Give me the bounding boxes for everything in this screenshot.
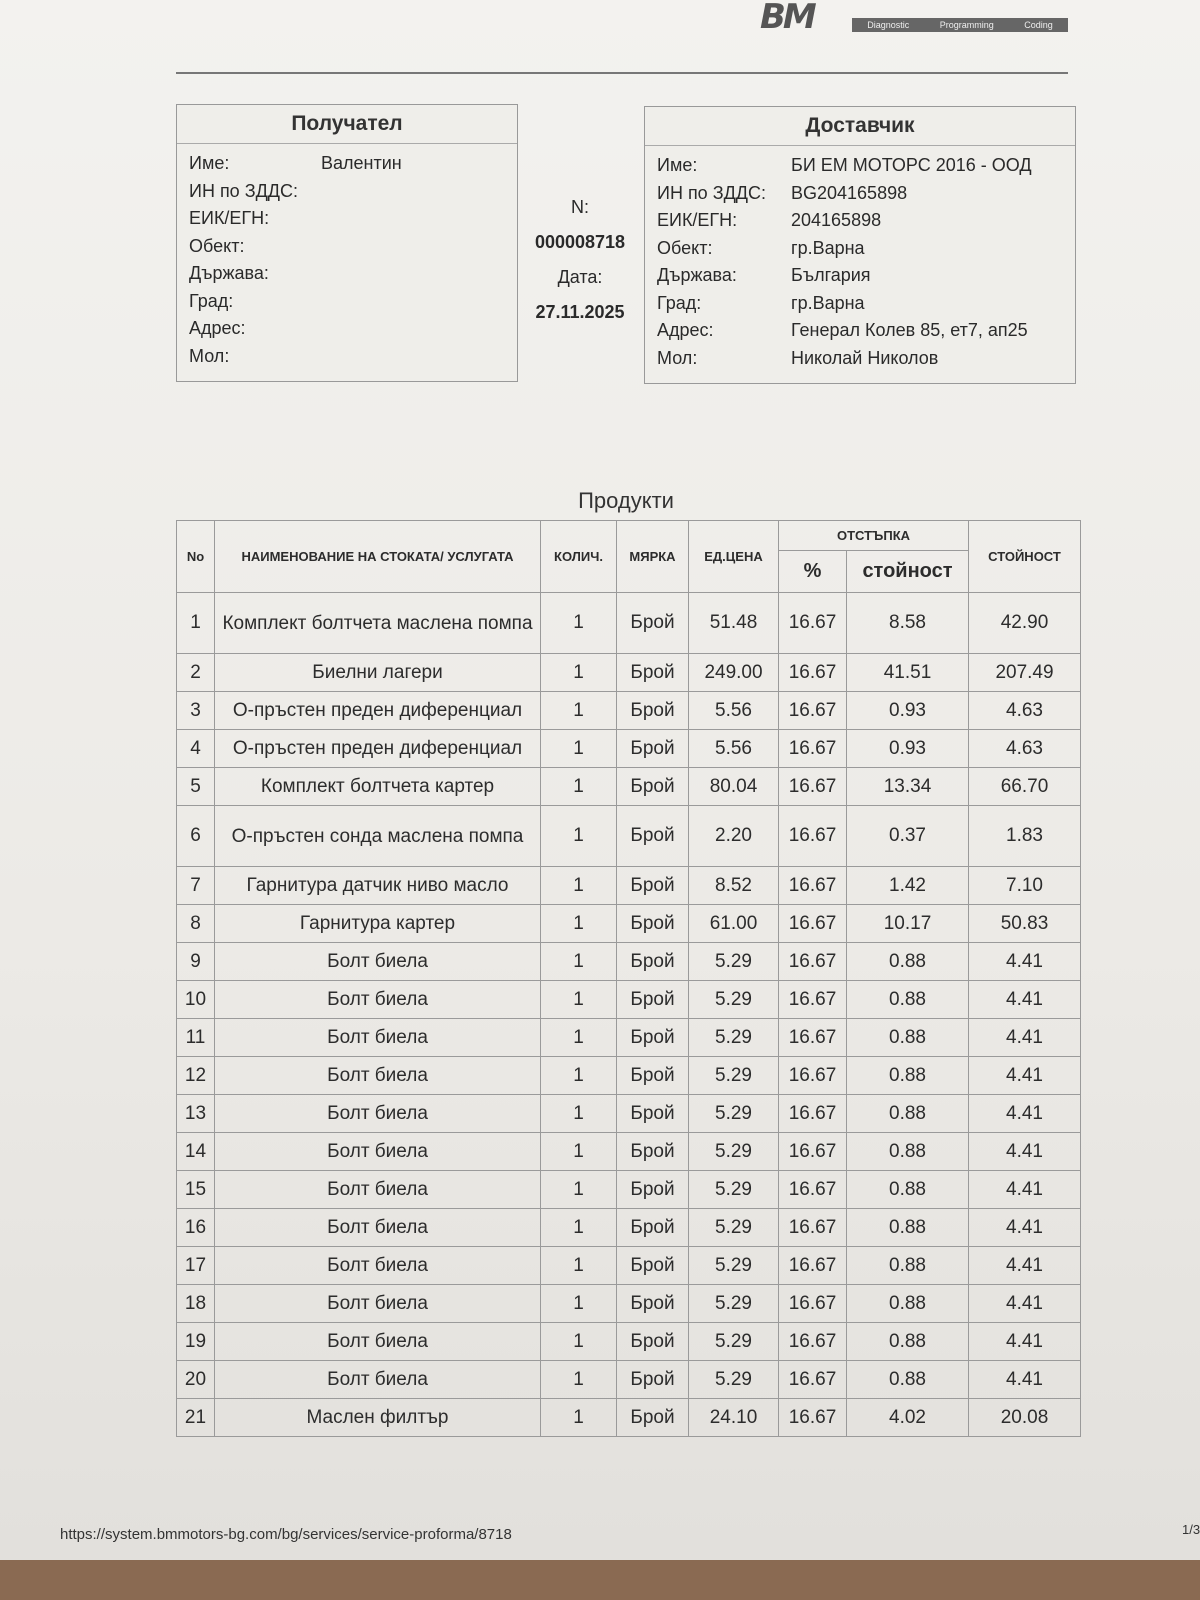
table-row (177, 1095, 1081, 1133)
cell-pct: 16.67 (779, 692, 847, 730)
table-row (177, 905, 1081, 943)
field-value: БИ ЕМ МОТОРС 2016 - ООД (791, 155, 1032, 175)
cell-total: 4.41 (969, 943, 1081, 981)
cell-pct: 16.67 (779, 943, 847, 981)
supplier-title: Доставчик (645, 107, 1075, 146)
cell-disc: 4.02 (847, 1399, 969, 1437)
table-row (177, 654, 1081, 692)
field-value: гр.Варна (791, 237, 865, 258)
field-label: Мол: (189, 345, 230, 366)
cell-pct: 16.67 (779, 1095, 847, 1133)
cell-name: Болт биела (215, 1019, 541, 1057)
supplier-field-row (645, 180, 1075, 208)
table-row (177, 981, 1081, 1019)
cell-no: 21 (177, 1399, 215, 1437)
cell-total: 4.41 (969, 1133, 1081, 1171)
cell-qty: 1 (541, 768, 617, 806)
cell-price: 8.52 (689, 867, 779, 905)
cell-pct: 16.67 (779, 867, 847, 905)
cell-qty: 1 (541, 1057, 617, 1095)
cell-price: 61.00 (689, 905, 779, 943)
cell-name: Гарнитура датчик ниво масло (215, 867, 541, 905)
col-total: СТОЙНОСТ (969, 521, 1081, 593)
products-body (177, 593, 1081, 1437)
cell-disc: 10.17 (847, 905, 969, 943)
cell-no: 18 (177, 1285, 215, 1323)
table-row (177, 1209, 1081, 1247)
cell-pct: 16.67 (779, 1247, 847, 1285)
cell-name: Болт биела (215, 1095, 541, 1133)
supplier-field-row (645, 345, 1075, 373)
cell-no: 14 (177, 1133, 215, 1171)
field-label: Обект: (657, 237, 713, 258)
cell-qty: 1 (541, 1285, 617, 1323)
cell-pct: 16.67 (779, 1399, 847, 1437)
cell-disc: 1.42 (847, 867, 969, 905)
cell-price: 24.10 (689, 1399, 779, 1437)
col-name: НАИМЕНОВАНИЕ НА СТОКАТА/ УСЛУГАТА (215, 521, 541, 593)
table-row (177, 1399, 1081, 1437)
supplier-fields (645, 146, 1075, 372)
supplier-field-row (645, 262, 1075, 290)
cell-price: 5.29 (689, 1209, 779, 1247)
cell-price: 5.29 (689, 1095, 779, 1133)
cell-pct: 16.67 (779, 905, 847, 943)
cell-name: Болт биела (215, 1057, 541, 1095)
cell-no: 4 (177, 730, 215, 768)
logo-mark: BM (760, 0, 814, 37)
cell-disc: 0.88 (847, 981, 969, 1019)
cell-total: 7.10 (969, 867, 1081, 905)
cell-no: 17 (177, 1247, 215, 1285)
cell-qty: 1 (541, 593, 617, 654)
cell-total: 4.63 (969, 730, 1081, 768)
cell-name: Гарнитура картер (215, 905, 541, 943)
supplier-field-row (645, 317, 1075, 345)
table-row (177, 1285, 1081, 1323)
cell-unit: Брой (617, 654, 689, 692)
cell-disc: 0.37 (847, 806, 969, 867)
table-header-row (177, 521, 1081, 551)
cell-price: 5.29 (689, 1247, 779, 1285)
cell-price: 5.56 (689, 692, 779, 730)
cell-disc: 0.88 (847, 1171, 969, 1209)
recipient-field-row (177, 233, 517, 261)
field-label: Адрес: (657, 320, 714, 340)
cell-unit: Брой (617, 905, 689, 943)
table-row (177, 593, 1081, 654)
cell-total: 4.41 (969, 1323, 1081, 1361)
cell-unit: Брой (617, 806, 689, 867)
cell-no: 12 (177, 1057, 215, 1095)
field-label: ЕИК/ЕГН: (189, 208, 270, 228)
cell-name: О-пръстен сонда маслена помпа (215, 806, 541, 867)
col-discount: ОТСТЪПКА (779, 521, 969, 551)
cell-pct: 16.67 (779, 654, 847, 692)
cell-qty: 1 (541, 1171, 617, 1209)
cell-price: 5.29 (689, 1057, 779, 1095)
cell-no: 16 (177, 1209, 215, 1247)
table-row (177, 1057, 1081, 1095)
table-row (177, 1323, 1081, 1361)
cell-name: Болт биела (215, 981, 541, 1019)
cell-no: 13 (177, 1095, 215, 1133)
cell-price: 80.04 (689, 768, 779, 806)
cell-total: 20.08 (969, 1399, 1081, 1437)
cell-pct: 16.67 (779, 1057, 847, 1095)
cell-unit: Брой (617, 867, 689, 905)
cell-name: Биелни лагери (215, 654, 541, 692)
recipient-field-row (177, 178, 517, 206)
cell-pct: 16.67 (779, 1285, 847, 1323)
cell-total: 207.49 (969, 654, 1081, 692)
cell-price: 5.29 (689, 1171, 779, 1209)
cell-name: О-пръстен преден диференциал (215, 730, 541, 768)
cell-qty: 1 (541, 1095, 617, 1133)
cell-name: Болт биела (215, 1247, 541, 1285)
logo-tag: Coding (1024, 20, 1053, 30)
company-logo (760, 0, 1070, 36)
field-label: ЕИК/ЕГН: (657, 210, 738, 230)
cell-total: 4.41 (969, 981, 1081, 1019)
cell-no: 10 (177, 981, 215, 1019)
cell-unit: Брой (617, 1133, 689, 1171)
col-discount-pct: % (779, 551, 847, 593)
cell-disc: 0.88 (847, 1057, 969, 1095)
table-row (177, 1361, 1081, 1399)
cell-unit: Брой (617, 1019, 689, 1057)
cell-unit: Брой (617, 1095, 689, 1133)
cell-name: О-пръстен преден диференциал (215, 692, 541, 730)
page-number: 1/3 (1182, 1522, 1200, 1537)
cell-price: 5.29 (689, 1361, 779, 1399)
cell-name: Болт биела (215, 1209, 541, 1247)
field-label: Град: (657, 292, 702, 313)
cell-disc: 0.88 (847, 1133, 969, 1171)
cell-total: 4.41 (969, 1019, 1081, 1057)
cell-name: Комплект болтчета картер (215, 768, 541, 806)
field-label: Обект: (189, 235, 245, 256)
cell-qty: 1 (541, 1247, 617, 1285)
cell-disc: 0.88 (847, 943, 969, 981)
recipient-title: Получател (177, 105, 517, 144)
cell-total: 4.41 (969, 1285, 1081, 1323)
table-row (177, 1133, 1081, 1171)
cell-name: Комплект болтчета маслена помпа (215, 593, 541, 654)
table-row (177, 1171, 1081, 1209)
cell-price: 5.29 (689, 943, 779, 981)
table-row (177, 806, 1081, 867)
cell-no: 19 (177, 1323, 215, 1361)
cell-price: 5.29 (689, 981, 779, 1019)
field-value: Генерал Колев 85, ет7, ап25 (791, 320, 1028, 340)
cell-name: Болт биела (215, 943, 541, 981)
cell-pct: 16.67 (779, 981, 847, 1019)
cell-disc: 13.34 (847, 768, 969, 806)
cell-no: 20 (177, 1361, 215, 1399)
table-row (177, 943, 1081, 981)
cell-disc: 0.88 (847, 1285, 969, 1323)
cell-price: 5.56 (689, 730, 779, 768)
cell-no: 6 (177, 806, 215, 867)
cell-no: 11 (177, 1019, 215, 1057)
supplier-field-row (645, 152, 1075, 180)
cell-price: 5.29 (689, 1133, 779, 1171)
field-label: Адрес: (189, 318, 246, 338)
cell-pct: 16.67 (779, 730, 847, 768)
supplier-field-row (645, 235, 1075, 263)
cell-no: 2 (177, 654, 215, 692)
cell-qty: 1 (541, 806, 617, 867)
col-discount-value: стойност (847, 551, 969, 593)
cell-qty: 1 (541, 1019, 617, 1057)
cell-total: 42.90 (969, 593, 1081, 654)
cell-no: 5 (177, 768, 215, 806)
cell-name: Болт биела (215, 1361, 541, 1399)
products-table (176, 520, 1081, 1437)
cell-disc: 0.88 (847, 1209, 969, 1247)
cell-disc: 8.58 (847, 593, 969, 654)
cell-qty: 1 (541, 654, 617, 692)
logo-tag: Programming (939, 20, 994, 30)
logo-tagline (852, 18, 1068, 32)
cell-pct: 16.67 (779, 1133, 847, 1171)
field-label: ИН по ЗДДС: (189, 180, 298, 201)
table-row (177, 1247, 1081, 1285)
cell-total: 4.41 (969, 1209, 1081, 1247)
field-label: Мол: (657, 347, 698, 368)
cell-unit: Брой (617, 730, 689, 768)
cell-unit: Брой (617, 943, 689, 981)
cell-unit: Брой (617, 981, 689, 1019)
cell-qty: 1 (541, 730, 617, 768)
cell-total: 4.63 (969, 692, 1081, 730)
cell-unit: Брой (617, 1057, 689, 1095)
cell-disc: 0.88 (847, 1323, 969, 1361)
cell-unit: Брой (617, 1209, 689, 1247)
recipient-field-row (177, 260, 517, 288)
cell-unit: Брой (617, 1285, 689, 1323)
cell-no: 7 (177, 867, 215, 905)
supplier-field-row (645, 290, 1075, 318)
cell-unit: Брой (617, 1171, 689, 1209)
cell-no: 9 (177, 943, 215, 981)
cell-disc: 0.88 (847, 1019, 969, 1057)
cell-unit: Брой (617, 1361, 689, 1399)
cell-qty: 1 (541, 981, 617, 1019)
cell-disc: 41.51 (847, 654, 969, 692)
supplier-box (644, 106, 1076, 384)
cell-no: 1 (177, 593, 215, 654)
number-label: N: (571, 197, 589, 217)
cell-disc: 0.88 (847, 1247, 969, 1285)
cell-no: 3 (177, 692, 215, 730)
field-value: 204165898 (791, 210, 882, 230)
field-value: Николай Николов (791, 347, 939, 368)
date-label: Дата: (557, 267, 603, 287)
cell-disc: 0.88 (847, 1095, 969, 1133)
cell-qty: 1 (541, 943, 617, 981)
cell-unit: Брой (617, 1399, 689, 1437)
header-divider (176, 72, 1068, 74)
cell-pct: 16.67 (779, 768, 847, 806)
cell-pct: 16.67 (779, 1323, 847, 1361)
field-label: Име: (657, 155, 698, 175)
cell-total: 4.41 (969, 1057, 1081, 1095)
cell-qty: 1 (541, 1209, 617, 1247)
col-price: ЕД.ЦЕНА (689, 521, 779, 593)
cell-name: Болт биела (215, 1133, 541, 1171)
cell-total: 66.70 (969, 768, 1081, 806)
cell-qty: 1 (541, 867, 617, 905)
cell-no: 15 (177, 1171, 215, 1209)
cell-qty: 1 (541, 905, 617, 943)
cell-unit: Брой (617, 1323, 689, 1361)
recipient-field-row (177, 288, 517, 316)
cell-pct: 16.67 (779, 1171, 847, 1209)
table-row (177, 867, 1081, 905)
footer-url: https://system.bmmotors-bg.com/bg/services/service-proforma/8718 (60, 1526, 512, 1543)
cell-total: 4.41 (969, 1095, 1081, 1133)
cell-price: 5.29 (689, 1285, 779, 1323)
recipient-box (176, 104, 518, 382)
supplier-field-row (645, 207, 1075, 235)
field-value: BG204165898 (791, 182, 908, 203)
field-value: България (791, 265, 871, 285)
cell-name: Болт биела (215, 1285, 541, 1323)
field-label: Град: (189, 290, 234, 311)
col-no: No (177, 521, 215, 593)
cell-pct: 16.67 (779, 1209, 847, 1247)
document-meta (516, 190, 644, 330)
cell-pct: 16.67 (779, 593, 847, 654)
cell-qty: 1 (541, 692, 617, 730)
field-label: Държава: (657, 265, 737, 285)
recipient-field-row (177, 205, 517, 233)
cell-price: 249.00 (689, 654, 779, 692)
cell-disc: 0.93 (847, 692, 969, 730)
cell-total: 4.41 (969, 1247, 1081, 1285)
document-number: 000008718 (534, 232, 626, 252)
cell-price: 5.29 (689, 1019, 779, 1057)
cell-price: 51.48 (689, 593, 779, 654)
table-row (177, 768, 1081, 806)
recipient-field-row (177, 343, 517, 371)
cell-price: 2.20 (689, 806, 779, 867)
col-unit: МЯРКА (617, 521, 689, 593)
cell-pct: 16.67 (779, 806, 847, 867)
recipient-fields (177, 144, 517, 370)
cell-qty: 1 (541, 1361, 617, 1399)
field-label: Държава: (189, 263, 269, 283)
field-label: Име: (189, 153, 230, 173)
field-value: гр.Варна (791, 292, 865, 313)
cell-price: 5.29 (689, 1323, 779, 1361)
table-row (177, 1019, 1081, 1057)
cell-qty: 1 (541, 1133, 617, 1171)
cell-total: 1.83 (969, 806, 1081, 867)
table-row (177, 730, 1081, 768)
cell-pct: 16.67 (779, 1019, 847, 1057)
table-row (177, 692, 1081, 730)
field-value: Валентин (321, 153, 402, 173)
cell-name: Болт биела (215, 1171, 541, 1209)
cell-qty: 1 (541, 1323, 617, 1361)
recipient-field-row (177, 150, 517, 178)
cell-unit: Брой (617, 768, 689, 806)
col-qty: КОЛИЧ. (541, 521, 617, 593)
cell-pct: 16.67 (779, 1361, 847, 1399)
cell-total: 50.83 (969, 905, 1081, 943)
cell-qty: 1 (541, 1399, 617, 1437)
cell-unit: Брой (617, 593, 689, 654)
cell-total: 4.41 (969, 1171, 1081, 1209)
cell-no: 8 (177, 905, 215, 943)
recipient-field-row (177, 315, 517, 343)
cell-name: Болт биела (215, 1323, 541, 1361)
logo-tag: Diagnostic (867, 20, 910, 30)
products-title: Продукти (578, 488, 674, 513)
cell-unit: Брой (617, 692, 689, 730)
field-label: ИН по ЗДДС: (657, 182, 766, 203)
document-date: 27.11.2025 (535, 302, 625, 322)
cell-name: Маслен филтър (215, 1399, 541, 1437)
background-surface (0, 1560, 1200, 1600)
cell-unit: Брой (617, 1247, 689, 1285)
cell-disc: 0.93 (847, 730, 969, 768)
cell-disc: 0.88 (847, 1361, 969, 1399)
cell-total: 4.41 (969, 1361, 1081, 1399)
